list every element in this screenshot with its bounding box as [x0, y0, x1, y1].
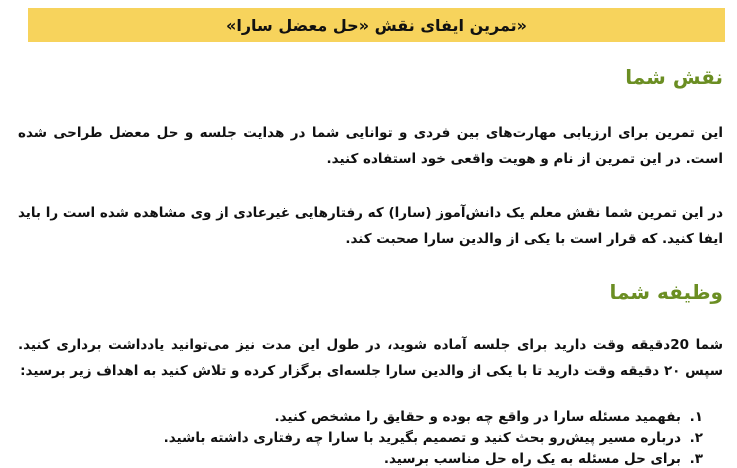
role-heading: نقش شما: [625, 65, 723, 89]
role-paragraph-1: این تمرین برای ارزیابی مهارت‌های بین فردی و توانایی شما در هدایت جلسه و حل معضل طراحی شده است. در این تمرین از نام و هویت واقعی خود استفاده کنید.: [18, 125, 723, 167]
list-item-text: برای حل مسئله به یک راه حل مناسب برسید.: [383, 451, 681, 467]
list-item-number: ۲.: [689, 430, 703, 446]
title-bar: [28, 8, 725, 42]
list-item: [18, 407, 723, 428]
goals-list: [18, 407, 723, 468]
page-title: «تمرین ایفای نقش «حل معضل سارا»: [226, 15, 528, 35]
task-heading: وظیفه شما: [609, 280, 723, 304]
task-paragraph: شما 20دقیقه وقت دارید برای جلسه آماده شوید، در طول این مدت نیز می‌توانید یادداشت برداری کنید. سپس ۲۰ دقیقه وقت دارید تا با یکی از والدین سارا جلسه‌ای برگزار کرده و تلاش کنید به اهداف زیر برسید:: [18, 337, 723, 379]
list-item-number: ۳.: [689, 451, 703, 467]
role-paragraph-2: در این تمرین شما نقش معلم یک دانش‌آموز (سارا) که رفتارهایی غیرعادی از وی مشاهده شده است را باید ایفا کنید. که قرار است با یکی از والدین سارا صحبت کند.: [18, 205, 723, 247]
list-item: [18, 449, 723, 468]
list-item: [18, 428, 723, 449]
list-item-number: ۱.: [689, 409, 703, 425]
list-item-text: بفهمید مسئله سارا در واقع چه بوده و حقایق را مشخص کنید.: [274, 409, 681, 425]
list-item-text: درباره مسیر پیش‌رو بحث کنید و تصمیم بگیرید با سارا چه رفتاری داشته باشید.: [163, 430, 681, 446]
